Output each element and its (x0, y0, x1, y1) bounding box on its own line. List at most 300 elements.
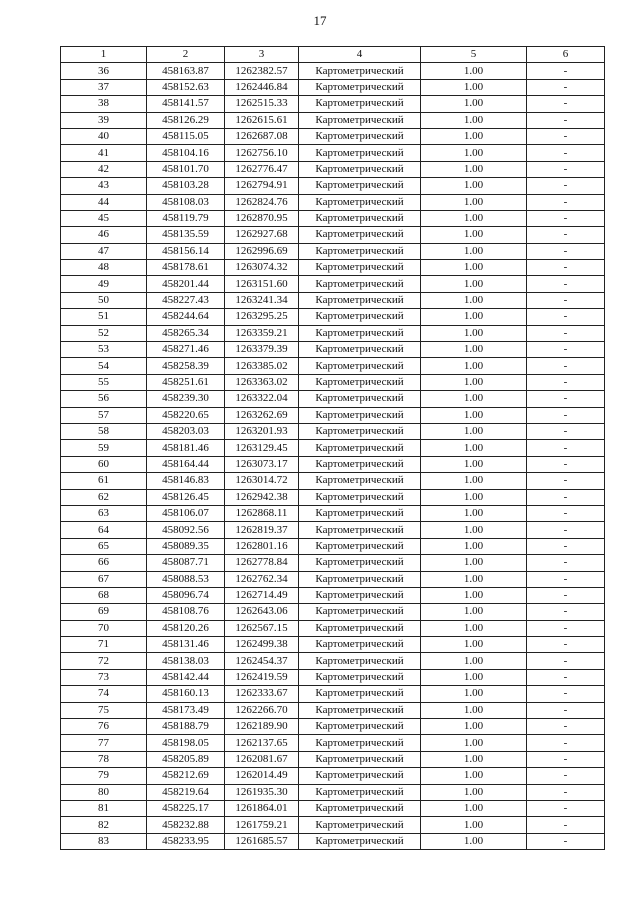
method-cell: Картометрический (299, 702, 421, 718)
table-row (61, 342, 605, 358)
x-coordinate-cell: 458088.53 (147, 571, 225, 587)
accuracy-cell: 1.00 (421, 63, 527, 79)
description-cell: - (527, 325, 605, 341)
x-coordinate-cell: 458239.30 (147, 391, 225, 407)
x-coordinate-cell: 458138.03 (147, 653, 225, 669)
table-row (61, 96, 605, 112)
accuracy-cell: 1.00 (421, 145, 527, 161)
description-cell: - (527, 407, 605, 423)
x-coordinate-cell: 458108.76 (147, 604, 225, 620)
y-coordinate-cell: 1262081.67 (225, 751, 299, 767)
accuracy-cell: 1.00 (421, 456, 527, 472)
description-cell: - (527, 833, 605, 849)
x-coordinate-cell: 458265.34 (147, 325, 225, 341)
method-cell: Картометрический (299, 243, 421, 259)
description-cell: - (527, 489, 605, 505)
y-coordinate-cell: 1262454.37 (225, 653, 299, 669)
table-row (61, 751, 605, 767)
column-header-4: 4 (299, 47, 421, 63)
point-number-cell: 36 (61, 63, 147, 79)
point-number-cell: 40 (61, 128, 147, 144)
y-coordinate-cell: 1261935.30 (225, 784, 299, 800)
table-row (61, 817, 605, 833)
accuracy-cell: 1.00 (421, 374, 527, 390)
accuracy-cell: 1.00 (421, 620, 527, 636)
table-row (61, 63, 605, 79)
table-row (61, 243, 605, 259)
point-number-cell: 51 (61, 309, 147, 325)
description-cell: - (527, 538, 605, 554)
method-cell: Картометрический (299, 440, 421, 456)
y-coordinate-cell: 1262927.68 (225, 227, 299, 243)
accuracy-cell: 1.00 (421, 784, 527, 800)
y-coordinate-cell: 1262014.49 (225, 768, 299, 784)
method-cell: Картометрический (299, 522, 421, 538)
description-cell: - (527, 555, 605, 571)
x-coordinate-cell: 458203.03 (147, 423, 225, 439)
accuracy-cell: 1.00 (421, 227, 527, 243)
table-row (61, 440, 605, 456)
method-cell: Картометрический (299, 210, 421, 226)
accuracy-cell: 1.00 (421, 522, 527, 538)
description-cell: - (527, 243, 605, 259)
table-row (61, 456, 605, 472)
method-cell: Картометрический (299, 784, 421, 800)
column-header-6: 6 (527, 47, 605, 63)
accuracy-cell: 1.00 (421, 309, 527, 325)
description-cell: - (527, 391, 605, 407)
table-row (61, 423, 605, 439)
method-cell: Картометрический (299, 276, 421, 292)
point-number-cell: 83 (61, 833, 147, 849)
table-row (61, 79, 605, 95)
y-coordinate-cell: 1262382.57 (225, 63, 299, 79)
table-body (61, 63, 605, 850)
y-coordinate-cell: 1261864.01 (225, 800, 299, 816)
x-coordinate-cell: 458142.44 (147, 669, 225, 685)
y-coordinate-cell: 1263074.32 (225, 260, 299, 276)
y-coordinate-cell: 1262824.76 (225, 194, 299, 210)
x-coordinate-cell: 458258.39 (147, 358, 225, 374)
x-coordinate-cell: 458198.05 (147, 735, 225, 751)
method-cell: Картометрический (299, 79, 421, 95)
description-cell: - (527, 686, 605, 702)
description-cell: - (527, 423, 605, 439)
y-coordinate-cell: 1262189.90 (225, 719, 299, 735)
point-number-cell: 82 (61, 817, 147, 833)
description-cell: - (527, 292, 605, 308)
y-coordinate-cell: 1261759.21 (225, 817, 299, 833)
accuracy-cell: 1.00 (421, 735, 527, 751)
accuracy-cell: 1.00 (421, 243, 527, 259)
y-coordinate-cell: 1263363.02 (225, 374, 299, 390)
column-header-3: 3 (225, 47, 299, 63)
point-number-cell: 49 (61, 276, 147, 292)
y-coordinate-cell: 1263322.04 (225, 391, 299, 407)
x-coordinate-cell: 458101.70 (147, 161, 225, 177)
description-cell: - (527, 128, 605, 144)
x-coordinate-cell: 458156.14 (147, 243, 225, 259)
method-cell: Картометрический (299, 374, 421, 390)
accuracy-cell: 1.00 (421, 571, 527, 587)
x-coordinate-cell: 458201.44 (147, 276, 225, 292)
y-coordinate-cell: 1263151.60 (225, 276, 299, 292)
description-cell: - (527, 260, 605, 276)
method-cell: Картометрический (299, 768, 421, 784)
point-number-cell: 47 (61, 243, 147, 259)
description-cell: - (527, 735, 605, 751)
x-coordinate-cell: 458087.71 (147, 555, 225, 571)
y-coordinate-cell: 1262776.47 (225, 161, 299, 177)
y-coordinate-cell: 1262756.10 (225, 145, 299, 161)
description-cell: - (527, 112, 605, 128)
description-cell: - (527, 178, 605, 194)
point-number-cell: 44 (61, 194, 147, 210)
y-coordinate-cell: 1263073.17 (225, 456, 299, 472)
x-coordinate-cell: 458163.87 (147, 63, 225, 79)
method-cell: Картометрический (299, 637, 421, 653)
table-row (61, 800, 605, 816)
point-number-cell: 68 (61, 587, 147, 603)
x-coordinate-cell: 458219.64 (147, 784, 225, 800)
method-cell: Картометрический (299, 145, 421, 161)
y-coordinate-cell: 1262794.91 (225, 178, 299, 194)
accuracy-cell: 1.00 (421, 161, 527, 177)
method-cell: Картометрический (299, 456, 421, 472)
description-cell: - (527, 210, 605, 226)
y-coordinate-cell: 1263129.45 (225, 440, 299, 456)
table-row (61, 227, 605, 243)
point-number-cell: 67 (61, 571, 147, 587)
point-number-cell: 50 (61, 292, 147, 308)
point-number-cell: 73 (61, 669, 147, 685)
description-cell: - (527, 702, 605, 718)
y-coordinate-cell: 1262567.15 (225, 620, 299, 636)
table-row (61, 686, 605, 702)
table-row (61, 161, 605, 177)
point-number-cell: 75 (61, 702, 147, 718)
point-number-cell: 64 (61, 522, 147, 538)
x-coordinate-cell: 458225.17 (147, 800, 225, 816)
table-row (61, 702, 605, 718)
description-cell: - (527, 145, 605, 161)
description-cell: - (527, 276, 605, 292)
accuracy-cell: 1.00 (421, 669, 527, 685)
point-number-cell: 37 (61, 79, 147, 95)
accuracy-cell: 1.00 (421, 178, 527, 194)
table-row (61, 784, 605, 800)
table-row (61, 473, 605, 489)
y-coordinate-cell: 1263262.69 (225, 407, 299, 423)
table-row (61, 538, 605, 554)
description-cell: - (527, 63, 605, 79)
method-cell: Картометрический (299, 63, 421, 79)
description-cell: - (527, 309, 605, 325)
accuracy-cell: 1.00 (421, 276, 527, 292)
point-number-cell: 72 (61, 653, 147, 669)
table-row (61, 604, 605, 620)
accuracy-cell: 1.00 (421, 194, 527, 210)
method-cell: Картометрический (299, 309, 421, 325)
point-number-cell: 54 (61, 358, 147, 374)
description-cell: - (527, 669, 605, 685)
description-cell: - (527, 456, 605, 472)
accuracy-cell: 1.00 (421, 473, 527, 489)
accuracy-cell: 1.00 (421, 391, 527, 407)
table-row (61, 735, 605, 751)
table-row (61, 194, 605, 210)
x-coordinate-cell: 458188.79 (147, 719, 225, 735)
y-coordinate-cell: 1263241.34 (225, 292, 299, 308)
point-number-cell: 63 (61, 505, 147, 521)
method-cell: Картометрический (299, 686, 421, 702)
method-cell: Картометрический (299, 128, 421, 144)
y-coordinate-cell: 1263295.25 (225, 309, 299, 325)
point-number-cell: 58 (61, 423, 147, 439)
point-number-cell: 60 (61, 456, 147, 472)
y-coordinate-cell: 1262515.33 (225, 96, 299, 112)
table-row (61, 620, 605, 636)
point-number-cell: 46 (61, 227, 147, 243)
point-number-cell: 76 (61, 719, 147, 735)
y-coordinate-cell: 1262333.67 (225, 686, 299, 702)
table-row (61, 407, 605, 423)
description-cell: - (527, 358, 605, 374)
y-coordinate-cell: 1262615.61 (225, 112, 299, 128)
point-number-cell: 42 (61, 161, 147, 177)
table-row (61, 374, 605, 390)
table-row (61, 587, 605, 603)
point-number-cell: 71 (61, 637, 147, 653)
table-row (61, 522, 605, 538)
y-coordinate-cell: 1262870.95 (225, 210, 299, 226)
x-coordinate-cell: 458244.64 (147, 309, 225, 325)
method-cell: Картометрический (299, 604, 421, 620)
method-cell: Картометрический (299, 751, 421, 767)
method-cell: Картометрический (299, 325, 421, 341)
y-coordinate-cell: 1262714.49 (225, 587, 299, 603)
method-cell: Картометрический (299, 669, 421, 685)
table-row (61, 145, 605, 161)
x-coordinate-cell: 458108.03 (147, 194, 225, 210)
column-header-2: 2 (147, 47, 225, 63)
method-cell: Картометрический (299, 112, 421, 128)
description-cell: - (527, 194, 605, 210)
accuracy-cell: 1.00 (421, 292, 527, 308)
point-number-cell: 69 (61, 604, 147, 620)
x-coordinate-cell: 458212.69 (147, 768, 225, 784)
x-coordinate-cell: 458135.59 (147, 227, 225, 243)
table-row (61, 555, 605, 571)
table-row (61, 292, 605, 308)
description-cell: - (527, 800, 605, 816)
accuracy-cell: 1.00 (421, 719, 527, 735)
accuracy-cell: 1.00 (421, 112, 527, 128)
y-coordinate-cell: 1262778.84 (225, 555, 299, 571)
x-coordinate-cell: 458227.43 (147, 292, 225, 308)
description-cell: - (527, 604, 605, 620)
point-number-cell: 65 (61, 538, 147, 554)
x-coordinate-cell: 458141.57 (147, 96, 225, 112)
method-cell: Картометрический (299, 260, 421, 276)
accuracy-cell: 1.00 (421, 555, 527, 571)
method-cell: Картометрический (299, 473, 421, 489)
description-cell: - (527, 719, 605, 735)
accuracy-cell: 1.00 (421, 800, 527, 816)
column-header-1: 1 (61, 47, 147, 63)
point-number-cell: 81 (61, 800, 147, 816)
method-cell: Картометрический (299, 178, 421, 194)
table-row (61, 653, 605, 669)
x-coordinate-cell: 458119.79 (147, 210, 225, 226)
table-row (61, 505, 605, 521)
y-coordinate-cell: 1262499.38 (225, 637, 299, 653)
method-cell: Картометрический (299, 817, 421, 833)
y-coordinate-cell: 1262996.69 (225, 243, 299, 259)
accuracy-cell: 1.00 (421, 489, 527, 505)
point-number-cell: 41 (61, 145, 147, 161)
description-cell: - (527, 587, 605, 603)
accuracy-cell: 1.00 (421, 325, 527, 341)
y-coordinate-cell: 1262446.84 (225, 79, 299, 95)
table-row (61, 719, 605, 735)
point-number-cell: 66 (61, 555, 147, 571)
table-row (61, 489, 605, 505)
method-cell: Картометрический (299, 538, 421, 554)
y-coordinate-cell: 1263359.21 (225, 325, 299, 341)
x-coordinate-cell: 458251.61 (147, 374, 225, 390)
x-coordinate-cell: 458089.35 (147, 538, 225, 554)
point-number-cell: 55 (61, 374, 147, 390)
accuracy-cell: 1.00 (421, 833, 527, 849)
accuracy-cell: 1.00 (421, 768, 527, 784)
description-cell: - (527, 440, 605, 456)
method-cell: Картометрический (299, 719, 421, 735)
method-cell: Картометрический (299, 423, 421, 439)
point-number-cell: 57 (61, 407, 147, 423)
method-cell: Картометрический (299, 292, 421, 308)
point-number-cell: 48 (61, 260, 147, 276)
description-cell: - (527, 96, 605, 112)
point-number-cell: 80 (61, 784, 147, 800)
table-row (61, 768, 605, 784)
table-row (61, 112, 605, 128)
point-number-cell: 77 (61, 735, 147, 751)
x-coordinate-cell: 458106.07 (147, 505, 225, 521)
table-header-row (61, 47, 605, 63)
point-number-cell: 61 (61, 473, 147, 489)
method-cell: Картометрический (299, 505, 421, 521)
method-cell: Картометрический (299, 96, 421, 112)
point-number-cell: 78 (61, 751, 147, 767)
table-row (61, 637, 605, 653)
y-coordinate-cell: 1263385.02 (225, 358, 299, 374)
description-cell: - (527, 620, 605, 636)
description-cell: - (527, 784, 605, 800)
x-coordinate-cell: 458104.16 (147, 145, 225, 161)
table-row (61, 128, 605, 144)
method-cell: Картометрический (299, 227, 421, 243)
x-coordinate-cell: 458152.63 (147, 79, 225, 95)
y-coordinate-cell: 1263201.93 (225, 423, 299, 439)
y-coordinate-cell: 1262687.08 (225, 128, 299, 144)
y-coordinate-cell: 1262762.34 (225, 571, 299, 587)
method-cell: Картометрический (299, 735, 421, 751)
description-cell: - (527, 817, 605, 833)
x-coordinate-cell: 458131.46 (147, 637, 225, 653)
y-coordinate-cell: 1262266.70 (225, 702, 299, 718)
page-number: 17 (313, 13, 327, 28)
accuracy-cell: 1.00 (421, 587, 527, 603)
x-coordinate-cell: 458233.95 (147, 833, 225, 849)
coordinates-table (60, 46, 605, 850)
y-coordinate-cell: 1262819.37 (225, 522, 299, 538)
accuracy-cell: 1.00 (421, 751, 527, 767)
table-row (61, 309, 605, 325)
point-number-cell: 43 (61, 178, 147, 194)
accuracy-cell: 1.00 (421, 96, 527, 112)
accuracy-cell: 1.00 (421, 358, 527, 374)
x-coordinate-cell: 458181.46 (147, 440, 225, 456)
point-number-cell: 39 (61, 112, 147, 128)
description-cell: - (527, 473, 605, 489)
y-coordinate-cell: 1262868.11 (225, 505, 299, 521)
table-row (61, 276, 605, 292)
y-coordinate-cell: 1263379.39 (225, 342, 299, 358)
point-number-cell: 59 (61, 440, 147, 456)
x-coordinate-cell: 458205.89 (147, 751, 225, 767)
x-coordinate-cell: 458096.74 (147, 587, 225, 603)
point-number-cell: 52 (61, 325, 147, 341)
description-cell: - (527, 768, 605, 784)
description-cell: - (527, 653, 605, 669)
x-coordinate-cell: 458115.05 (147, 128, 225, 144)
table-row (61, 260, 605, 276)
table-row (61, 358, 605, 374)
x-coordinate-cell: 458220.65 (147, 407, 225, 423)
method-cell: Картометрический (299, 800, 421, 816)
accuracy-cell: 1.00 (421, 440, 527, 456)
accuracy-cell: 1.00 (421, 817, 527, 833)
point-number-cell: 70 (61, 620, 147, 636)
y-coordinate-cell: 1262942.38 (225, 489, 299, 505)
table-row (61, 571, 605, 587)
x-coordinate-cell: 458126.29 (147, 112, 225, 128)
x-coordinate-cell: 458232.88 (147, 817, 225, 833)
point-number-cell: 38 (61, 96, 147, 112)
method-cell: Картометрический (299, 489, 421, 505)
accuracy-cell: 1.00 (421, 702, 527, 718)
description-cell: - (527, 374, 605, 390)
accuracy-cell: 1.00 (421, 128, 527, 144)
y-coordinate-cell: 1263014.72 (225, 473, 299, 489)
accuracy-cell: 1.00 (421, 79, 527, 95)
x-coordinate-cell: 458103.28 (147, 178, 225, 194)
method-cell: Картометрический (299, 555, 421, 571)
accuracy-cell: 1.00 (421, 423, 527, 439)
description-cell: - (527, 571, 605, 587)
table-row (61, 391, 605, 407)
point-number-cell: 56 (61, 391, 147, 407)
x-coordinate-cell: 458126.45 (147, 489, 225, 505)
description-cell: - (527, 637, 605, 653)
method-cell: Картометрический (299, 194, 421, 210)
point-number-cell: 79 (61, 768, 147, 784)
accuracy-cell: 1.00 (421, 342, 527, 358)
point-number-cell: 45 (61, 210, 147, 226)
accuracy-cell: 1.00 (421, 407, 527, 423)
method-cell: Картометрический (299, 161, 421, 177)
